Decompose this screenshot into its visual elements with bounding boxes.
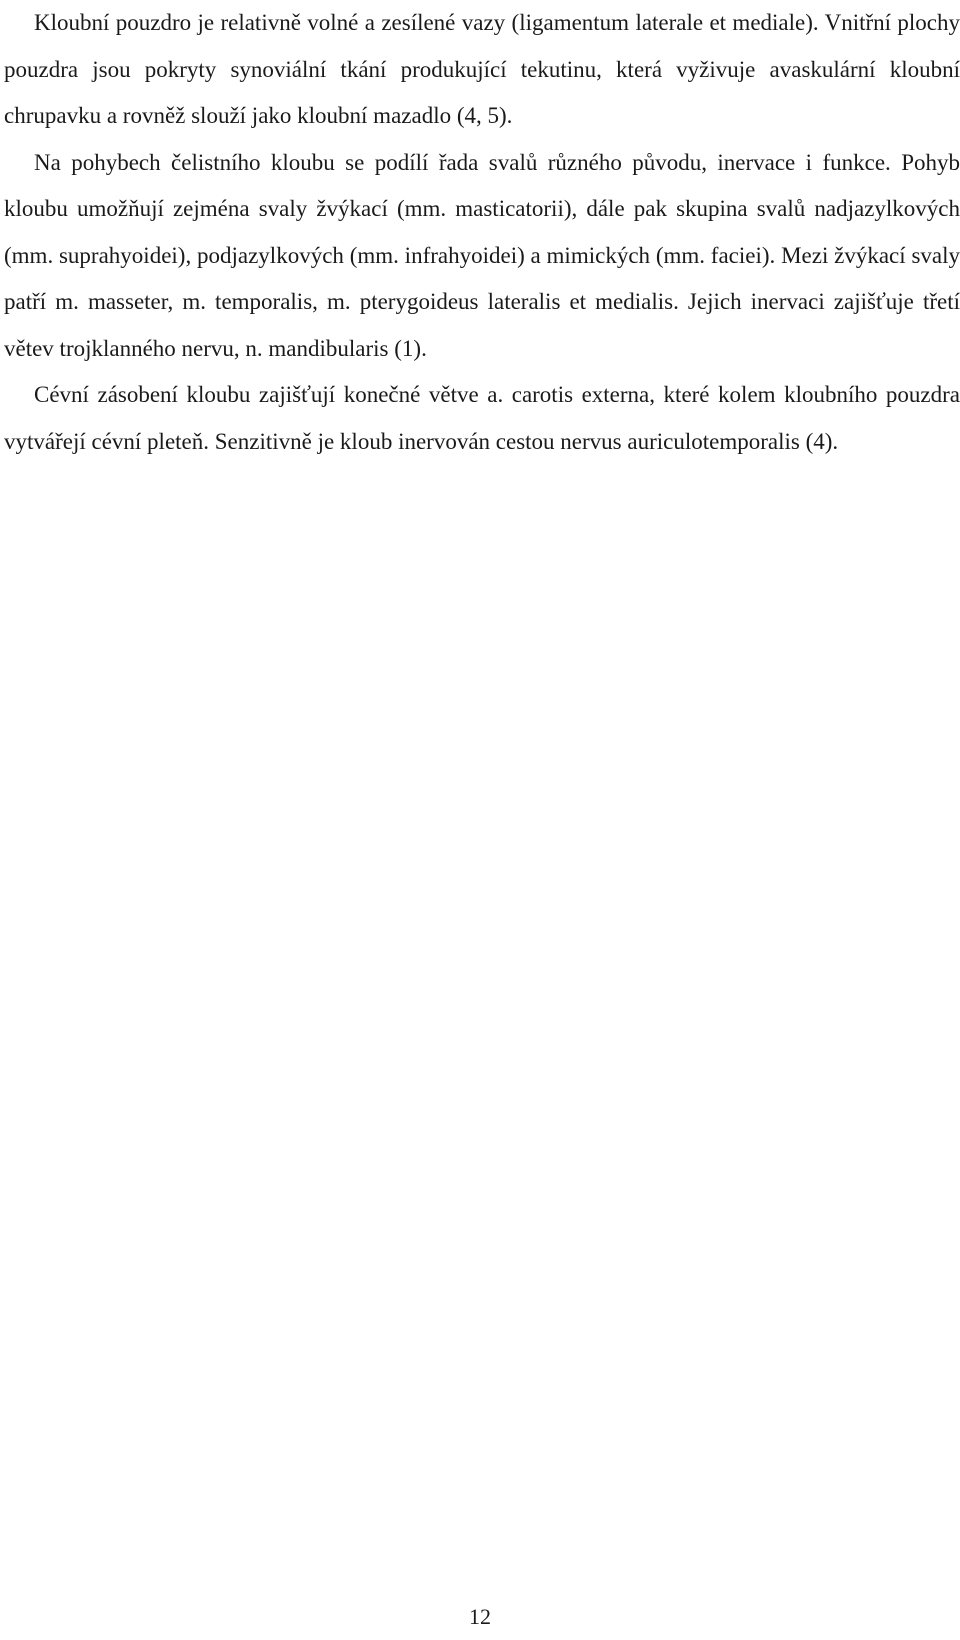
paragraph-blood-supply: Cévní zásobení kloubu zajišťují konečné větve a. carotis externa, které kolem kloubního pouzdra vytvářejí cévní pleteň. Senzitivně je kloub inervován cestou nervus auriculotemporalis (4). [4,382,960,454]
page-number: 12 [469,1604,491,1629]
paragraph-muscles: Na pohybech čelistního kloubu se podílí řada svalů různého původu, inervace i funkce. Pohyb kloubu umožňují zejména svaly žvýkací (mm. masticatorii), dále pak skupina svalů nadjazylkových (mm. suprahyoidei), podjazylkových (mm. infrahyoidei) a mimických (mm. faciei). Mezi žvýkací svaly patří m. masseter, m. temporalis, m. pterygoideus lateralis et medialis. Jejich inervaci zajišťuje třetí větev trojklanného nervu, n. mandibularis (1). [4,149,960,361]
document-page [4,0,960,465]
paragraph-joint-capsule: Kloubní pouzdro je relativně volné a zesílené vazy (ligamentum laterale et mediale). Vnitřní plochy pouzdra jsou pokryty synoviální tkání produkující tekutinu, která vyživuje avaskulární kloubní chrupavku a rovněž slouží jako kloubní mazadlo (4, 5). [4,10,960,128]
